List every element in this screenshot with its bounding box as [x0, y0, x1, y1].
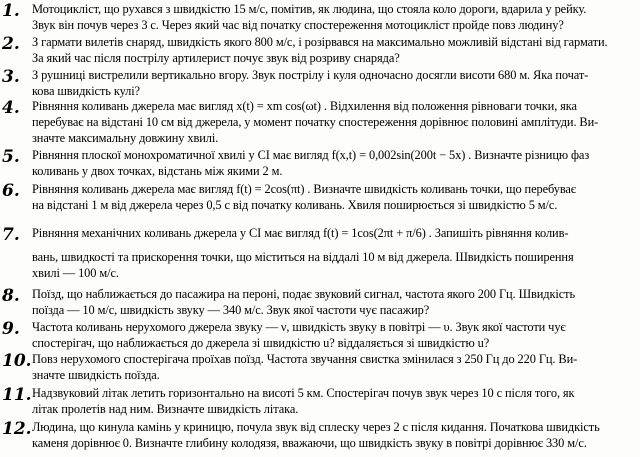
- text-line: Мотоцикліст, що рухався з швидкістю 15 м/с, помітив, як людина, що стояла коло дороги, вдарила у рейку.: [32, 2, 587, 16]
- text-line: Частота коливань нерухомого джерела звуку — ν, швидкість звуку в повітрі — υ. Звук якої частоти чує: [32, 320, 566, 334]
- text-line: літак пролетів над ним. Визначте швидкість літака.: [32, 401, 299, 416]
- problem-number: 3.: [2, 67, 20, 87]
- text-line: За який час після пострілу артилерист почує звук від розриву снаряда?: [32, 50, 400, 65]
- problem-text: [32, 35, 632, 67]
- text-line: З рушниці вистрелили вертикально вгору. Звук пострілу і куля одночасно досягли висоти 680 м. Яка почат-: [32, 68, 589, 82]
- text-line: З гармати вилетів снаряд, швидкість якого 800 м/с, і розірвався на максимально можливій відстані від гармати.: [32, 35, 608, 49]
- problem-number: 6.: [2, 181, 20, 201]
- text-line: на відстані 1 м від джерела через 0,5 с від початку коливань. Хвиля поширюється зі швидкістю 5 м/с.: [32, 197, 558, 212]
- text-line: Повз нерухомого спостерігача проїхав поїзд. Частота звучання свистка змінилася з 250 Гц до 220 Гц. Ви-: [32, 352, 578, 366]
- text-line: Поїзд, що наближається до пасажира на пероні, подає звуковий сигнал, частота якого 200 Гц. Швидкість: [32, 287, 575, 301]
- text-line: хвилі — 100 м/с.: [32, 265, 119, 280]
- text-line: Рівняння плоскої монохроматичної хвилі у СІ має вигляд f(x,t) = 0,002sin(200t − 5x) . Визначте різницю фаз: [32, 148, 590, 162]
- text-line: значте швидкість поїзда.: [32, 367, 160, 382]
- problem-number: 5.: [2, 147, 20, 167]
- text-line: кова швидкість кулі?: [32, 83, 140, 98]
- problem-text: [32, 2, 632, 34]
- problem-text: [32, 99, 632, 146]
- problem-number: 1.: [2, 1, 20, 21]
- problem-text: [32, 320, 632, 352]
- problem-text: [32, 352, 632, 384]
- text-line: спостерігач, що наближається до джерела зі швидкістю u? віддаляється зі швидкістю u?: [32, 335, 490, 350]
- text-line: Рівняння механічних коливань джерела у СІ має вигляд f(t) = 1cos(2πt + π/6) . Запишіть рівняння колив-: [32, 226, 569, 240]
- problem-text: [32, 68, 632, 100]
- problem-number: 7.: [2, 225, 20, 245]
- text-line: Звук він почув через 3 с. Через який час від початку спостереження мотоцикліст пройде повз людину?: [32, 17, 564, 32]
- text-line: перебуває на відстані 10 см від джерела, у момент початку спостереження дорівнює половині амплітуди. Ви-: [32, 114, 599, 129]
- problem-number: 8.: [2, 286, 20, 306]
- text-line: каменя дорівнює 0. Визначте глибину колодязя, вважаючи, що швидкість звуку в повітрі дорівнює 330 м/с.: [32, 435, 587, 450]
- text-line: Людина, що кинула камінь у криницю, почула звук від сплеску через 2 с після кидання. Початкова швидкість: [32, 420, 600, 434]
- problem-text: [32, 420, 632, 452]
- problem-text: [32, 182, 632, 214]
- problem-text: [32, 386, 632, 418]
- problem-number: 10.: [2, 351, 32, 371]
- problem-number: 12.: [2, 419, 32, 439]
- text-line: поїзда — 10 м/с, швидкість звуку — 340 м/с. Звук якої частоти чує пасажир?: [32, 302, 430, 317]
- text-line: Рівняння коливань джерела має вигляд f(t) = 2cos(πt) . Визначте швидкість коливань точки, що перебуває: [32, 182, 577, 196]
- problem-text: [32, 226, 632, 281]
- problem-number: 11.: [2, 385, 32, 405]
- text-line: Рівняння коливань джерела має вигляд x(t) = xm cos(ωt) . Відхилення від положення рівноваги точки, яка: [32, 99, 577, 113]
- text-line: Надзвуковий літак летить горизонтально на висоті 5 км. Спостерігач почув звук через 10 с після того, як: [32, 386, 575, 400]
- problem-number: 4.: [2, 98, 20, 118]
- text-line: вань, швидкості та прискорення точки, що міститься на віддалі 10 м від джерела. Швидкість поширення: [32, 249, 574, 264]
- text-line: коливань у двох точках, відстань між якими 2 м.: [32, 163, 283, 178]
- problem-number: 2.: [2, 34, 20, 54]
- problem-number: 9.: [2, 319, 20, 339]
- problem-text: [32, 148, 632, 180]
- text-line: значте максимальну довжину хвилі.: [32, 130, 219, 145]
- problem-text: [32, 287, 632, 319]
